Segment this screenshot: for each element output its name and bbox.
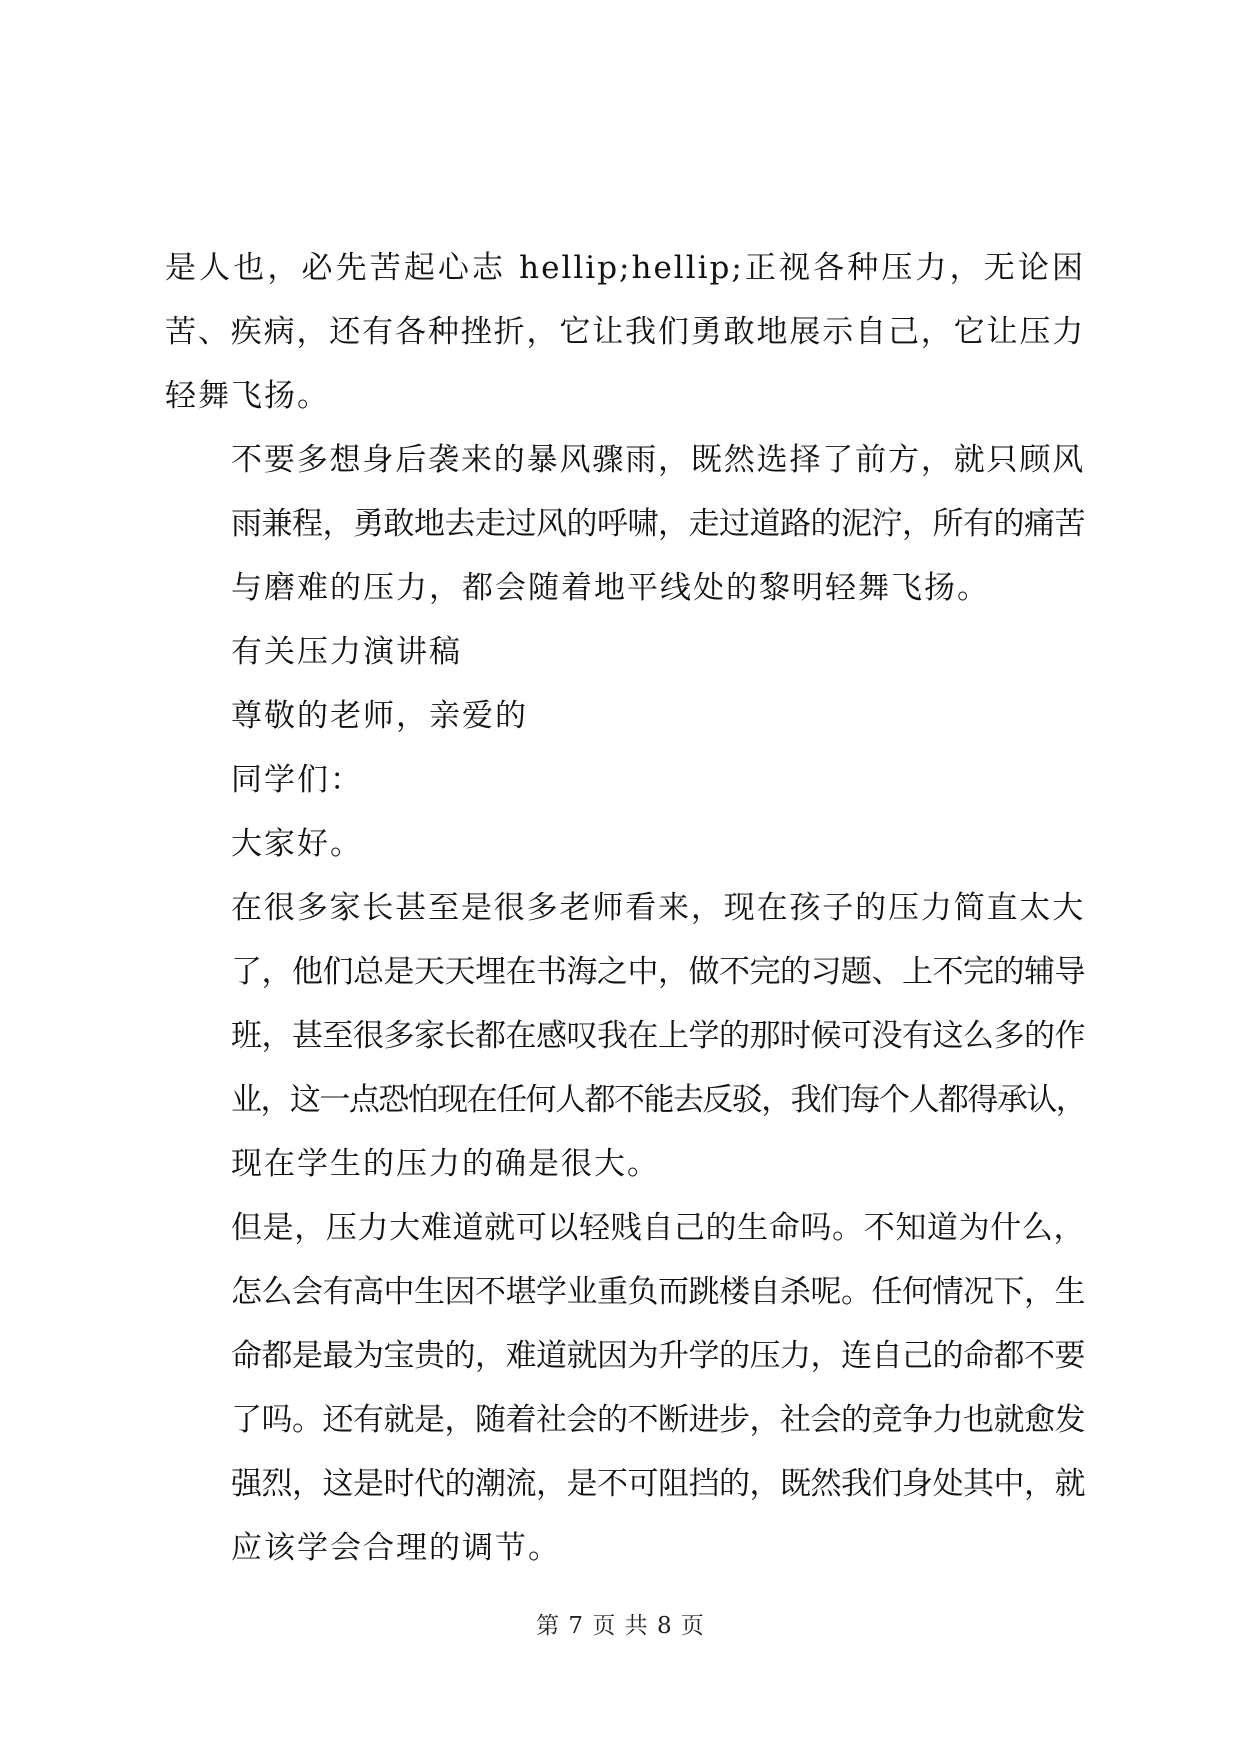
document-body: [165, 236, 1085, 1580]
text-line: 有关压力演讲稿: [231, 634, 462, 670]
text-line: 轻舞飞扬。: [165, 378, 330, 414]
text-line: 雨兼程，勇敢地去走过风的呼啸，走过道路的泥泞，所有的痛苦: [231, 506, 1085, 542]
paragraph: [165, 1196, 1085, 1580]
text-line: 现在学生的压力的确是很大。: [231, 1146, 660, 1182]
text-line: 与磨难的压力，都会随着地平线处的黎明轻舞飞扬。: [231, 570, 990, 606]
text-line: 了，他们总是天天埋在书海之中，做不完的习题、上不完的辅导: [231, 954, 1085, 990]
text-line: 苦、疾病，还有各种挫折，它让我们勇敢地展示自己，它让压力: [165, 314, 1085, 350]
text-line: 命都是最为宝贵的，难道就因为升学的压力，连自己的命都不要: [231, 1338, 1085, 1374]
text-line: 尊敬的老师，亲爱的: [231, 698, 528, 734]
paragraph: [165, 748, 1085, 812]
paragraph: [165, 620, 1085, 684]
text-line: 同学们：: [231, 762, 363, 798]
paragraph: [165, 684, 1085, 748]
text-line: 是人也，必先苦起心志 hellip;hellip;正视各种压力，无论困: [165, 250, 1085, 286]
paragraph: [165, 812, 1085, 876]
text-line: 在很多家长甚至是很多老师看来，现在孩子的压力简直太大: [231, 890, 1085, 926]
text-line: 强烈，这是时代的潮流，是不可阻挡的，既然我们身处其中，就: [231, 1466, 1085, 1502]
text-line: 怎么会有高中生因不堪学业重负而跳楼自杀呢。任何情况下，生: [231, 1274, 1085, 1310]
text-line: 应该学会合理的调节。: [231, 1530, 561, 1566]
text-line: 了吗。还有就是，随着社会的不断进步，社会的竞争力也就愈发: [231, 1402, 1085, 1438]
text-line: 业，这一点恐怕现在任何人都不能去反驳，我们每个人都得承认，: [231, 1082, 1085, 1118]
text-line: 大家好。: [231, 826, 363, 862]
paragraph: [165, 236, 1085, 428]
text-line: 但是，压力大难道就可以轻贱自己的生命吗。不知道为什么，: [231, 1210, 1085, 1246]
text-line: 不要多想身后袭来的暴风骤雨，既然选择了前方，就只顾风: [231, 442, 1085, 478]
page-footer: 第 7 页 共 8 页: [536, 1613, 705, 1639]
paragraph: [165, 428, 1085, 620]
text-line: 班，甚至很多家长都在感叹我在上学的那时候可没有这么多的作: [231, 1018, 1085, 1054]
paragraph: [165, 876, 1085, 1196]
